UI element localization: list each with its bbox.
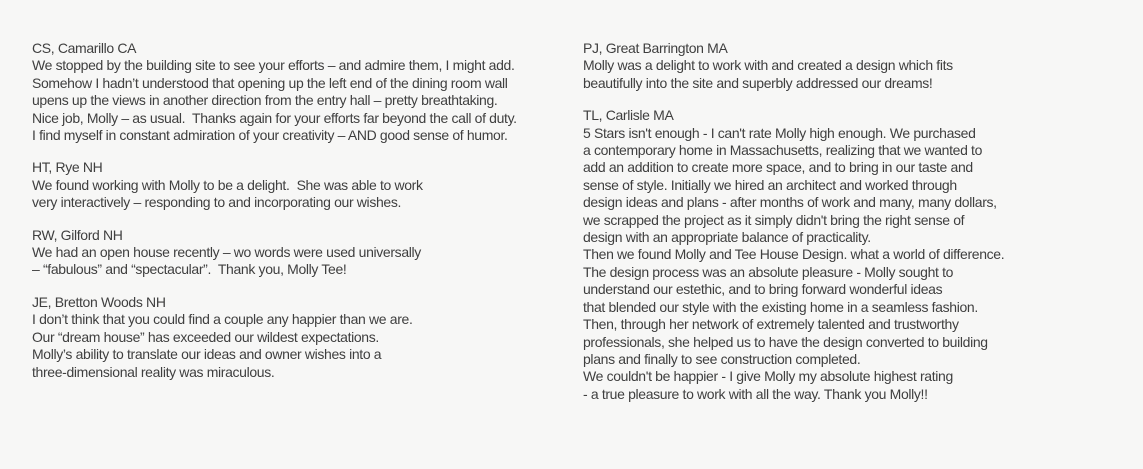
- testimonial-rw: [32, 227, 517, 279]
- testimonial-line: design with an appropriate balance of practicality.: [583, 229, 871, 246]
- testimonial-line: upens up the views in another direction from the entry hall – pretty breathtaking.: [32, 92, 498, 109]
- testimonial-line: sense of style. Initially we hired an architect and worked through: [583, 176, 957, 193]
- testimonial-line: Our “dream house” has exceeded our wildest expectations.: [32, 328, 379, 345]
- testimonial-line: that blended our style with the existing home in a seamless fashion.: [583, 298, 978, 315]
- testimonial-line: professionals, she helped us to have the design converted to building: [583, 333, 988, 350]
- testimonial-line: 5 Stars isn't enough - I can't rate Molly high enough. We purchased: [583, 124, 976, 141]
- testimonial-line: plans and finally to see construction completed.: [583, 350, 861, 367]
- testimonials-column-left: [32, 40, 517, 396]
- testimonial-line: Nice job, Molly – as usual. Thanks again for your efforts far beyond the call of duty.: [32, 109, 517, 126]
- testimonial-ht: [32, 159, 517, 211]
- testimonial-line: add an addition to create more space, and to bring in our taste and: [583, 159, 973, 176]
- testimonial-line: we scrapped the project as it simply didn't bring the right sense of: [583, 211, 965, 228]
- testimonial-line: We had an open house recently – wo words were used universally: [32, 244, 421, 261]
- testimonial-line: Molly was a delight to work with and created a design which fits: [583, 57, 953, 74]
- testimonial-line: a contemporary home in Massachusetts, realizing that we wanted to: [583, 142, 983, 159]
- testimonial-line: – “fabulous” and “spectacular”. Thank you, Molly Tee!: [32, 261, 347, 278]
- testimonial-attribution: CS, Camarillo CA: [32, 40, 137, 56]
- testimonial-line: understand our estethic, and to bring forward wonderful ideas: [583, 281, 943, 298]
- testimonial-line: three-dimensional reality was miraculous.: [32, 363, 275, 380]
- testimonial-je: [32, 294, 517, 381]
- testimonial-attribution: TL, Carlisle MA: [583, 107, 674, 124]
- testimonial-line: We stopped by the building site to see your efforts – and admire them, I might add.: [32, 57, 515, 74]
- testimonial-line: The design process was an absolute pleasure - Molly sought to: [583, 263, 954, 280]
- testimonial-cs: [32, 40, 517, 144]
- testimonial-tl: [583, 107, 1004, 403]
- testimonial-line: very interactively – responding to and incorporating our wishes.: [32, 194, 402, 211]
- testimonial-attribution: PJ, Great Barrington MA: [583, 40, 728, 56]
- testimonial-line: I find myself in constant admiration of your creativity – AND good sense of humor.: [32, 127, 508, 144]
- testimonial-line: - a true pleasure to work with all the way. Thank you Molly!!: [583, 385, 928, 402]
- testimonial-line: design ideas and plans - after months of work and many, many dollars,: [583, 194, 997, 211]
- testimonial-attribution: RW, Gilford NH: [32, 226, 123, 243]
- testimonial-line: Then we found Molly and Tee House Design. what a world of difference.: [583, 246, 1005, 263]
- testimonial-line: beautifully into the site and superbly addressed our dreams!: [583, 74, 933, 91]
- testimonial-pj: [583, 40, 1004, 92]
- testimonial-attribution: JE, Bretton Woods NH: [32, 293, 166, 310]
- testimonial-line: We couldn't be happier - I give Molly my absolute highest rating: [583, 368, 953, 385]
- testimonial-line: I don’t think that you could find a couple any happier than we are.: [32, 311, 413, 328]
- testimonial-line: Then, through her network of extremely talented and trustworthy: [583, 316, 959, 333]
- testimonial-line: Molly’s ability to translate our ideas and owner wishes into a: [32, 346, 382, 363]
- testimonial-attribution: HT, Rye NH: [32, 159, 103, 176]
- testimonial-line: Somehow I hadn’t understood that opening up the left end of the dining room wall: [32, 74, 508, 91]
- testimonials-column-right: [583, 40, 1004, 418]
- testimonial-line: We found working with Molly to be a delight. She was able to work: [32, 176, 423, 193]
